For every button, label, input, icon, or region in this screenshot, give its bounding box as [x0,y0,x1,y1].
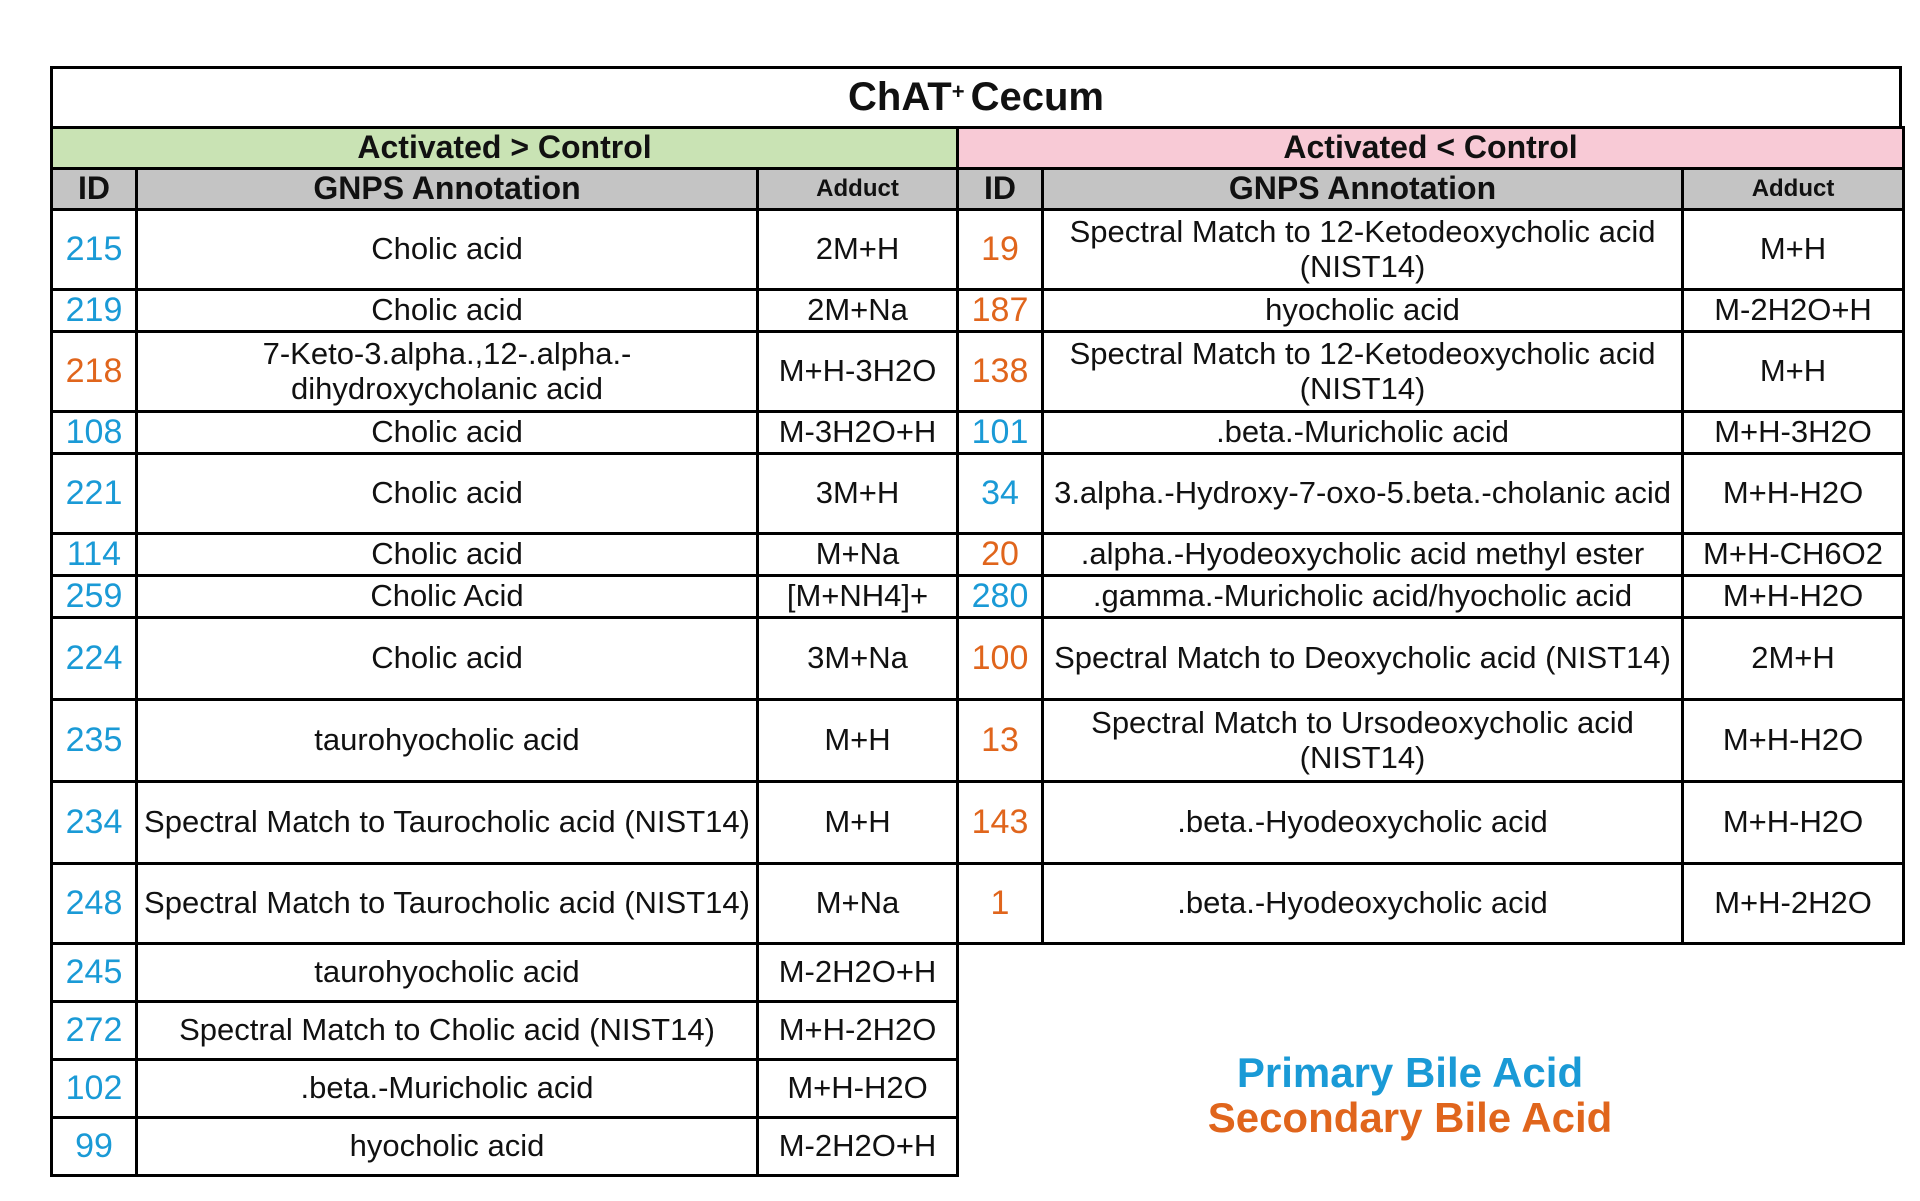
cell-annotation: Spectral Match to Cholic acid (NIST14) [137,1002,758,1060]
cell-annotation: Spectral Match to Deoxycholic acid (NIST14) [1043,618,1683,700]
group-header-activated-less: Activated < Control [958,128,1904,169]
cell-id: 102 [52,1060,137,1118]
table-row [52,700,958,782]
cell-annotation: Spectral Match to 12-Ketodeoxycholic acid (NIST14) [1043,332,1683,412]
table-row [958,534,1904,576]
cell-id: 100 [958,618,1043,700]
cell-id: 108 [52,412,137,454]
title-suffix: Cecum [970,75,1104,119]
cell-id: 218 [52,332,137,412]
cell-adduct: M+H-H2O [1683,576,1904,618]
table-row [52,412,958,454]
cell-id: 259 [52,576,137,618]
table-row [958,454,1904,534]
col-header-annotation: GNPS Annotation [137,169,758,210]
activated-less-body [958,210,1904,944]
cell-adduct: 2M+H [758,210,958,290]
cell-adduct: M-2H2O+H [758,944,958,1002]
cell-annotation: hyocholic acid [137,1118,758,1176]
cell-annotation: .beta.-Muricholic acid [137,1060,758,1118]
cell-adduct: M+Na [758,534,958,576]
cell-annotation: .gamma.-Muricholic acid/hyocholic acid [1043,576,1683,618]
col-header-annotation: GNPS Annotation [1043,169,1683,210]
cell-adduct: M+H-2H2O [1683,864,1904,944]
cell-id: 20 [958,534,1043,576]
cell-adduct: M+H-H2O [1683,782,1904,864]
cell-adduct: M+H-H2O [758,1060,958,1118]
legend [1200,1050,1620,1141]
title-superscript: + [951,78,965,104]
table-row [958,412,1904,454]
col-header-id: ID [958,169,1043,210]
cell-adduct: M-2H2O+H [758,1118,958,1176]
cell-adduct: M+H-H2O [1683,700,1904,782]
cell-annotation: .beta.-Muricholic acid [1043,412,1683,454]
table-row [52,332,958,412]
cell-annotation: .alpha.-Hyodeoxycholic acid methyl ester [1043,534,1683,576]
legend-primary: Primary Bile Acid [1236,1049,1584,1096]
cell-annotation: Cholic acid [137,534,758,576]
cell-annotation: taurohyocholic acid [137,700,758,782]
cell-id: 235 [52,700,137,782]
cell-id: 143 [958,782,1043,864]
tables-container [50,126,1902,1177]
cell-annotation: 7-Keto-3.alpha.,12-.alpha.-dihydroxycholanic acid [137,332,758,412]
col-header-adduct: Adduct [758,169,958,210]
cell-id: 19 [958,210,1043,290]
cell-adduct: 3M+H [758,454,958,534]
cell-adduct: 2M+H [1683,618,1904,700]
group-header-activated-greater: Activated > Control [52,128,958,169]
cell-adduct: M+Na [758,864,958,944]
table-row [52,618,958,700]
table-row [52,944,958,1002]
table-row [958,210,1904,290]
cell-id: 234 [52,782,137,864]
cell-annotation: 3.alpha.-Hydroxy-7-oxo-5.beta.-cholanic acid [1043,454,1683,534]
cell-annotation: .beta.-Hyodeoxycholic acid [1043,864,1683,944]
table-row [958,290,1904,332]
cell-adduct: 2M+Na [758,290,958,332]
table-row [52,290,958,332]
cell-id: 34 [958,454,1043,534]
table-row [52,1002,958,1060]
activated-greater-body [52,210,958,1176]
cell-id: 248 [52,864,137,944]
legend-secondary: Secondary Bile Acid [1207,1094,1613,1142]
cell-adduct: M-2H2O+H [1683,290,1904,332]
cell-id: 215 [52,210,137,290]
cell-id: 221 [52,454,137,534]
table-title [50,66,1902,126]
cell-id: 138 [958,332,1043,412]
table-row [958,864,1904,944]
table-row [52,454,958,534]
col-header-id: ID [52,169,137,210]
cell-id: 280 [958,576,1043,618]
cell-adduct: M+H [758,782,958,864]
cell-annotation: Spectral Match to Ursodeoxycholic acid (NIST14) [1043,700,1683,782]
table-frame [50,66,1902,1177]
cell-adduct: M+H-2H2O [758,1002,958,1060]
col-header-adduct: Adduct [1683,169,1904,210]
cell-id: 272 [52,1002,137,1060]
cell-id: 187 [958,290,1043,332]
cell-adduct: M+H [1683,210,1904,290]
cell-adduct: 3M+Na [758,618,958,700]
cell-annotation: Spectral Match to 12-Ketodeoxycholic acid (NIST14) [1043,210,1683,290]
cell-annotation: Cholic acid [137,412,758,454]
cell-adduct: M+H [758,700,958,782]
table-row [52,1118,958,1176]
table-row [52,576,958,618]
cell-adduct: M+H-3H2O [758,332,958,412]
table-row [52,782,958,864]
cell-id: 114 [52,534,137,576]
cell-id: 99 [52,1118,137,1176]
cell-id: 1 [958,864,1043,944]
cell-adduct: M+H-3H2O [1683,412,1904,454]
table-row [52,864,958,944]
table-row [958,332,1904,412]
cell-annotation: .beta.-Hyodeoxycholic acid [1043,782,1683,864]
cell-adduct: M+H-CH6O2 [1683,534,1904,576]
cell-id: 13 [958,700,1043,782]
cell-adduct: M+H [1683,332,1904,412]
cell-id: 245 [52,944,137,1002]
cell-annotation: Cholic acid [137,290,758,332]
cell-annotation: Spectral Match to Taurocholic acid (NIST14) [137,864,758,944]
activated-less-table [956,126,1905,945]
table-row [958,700,1904,782]
title-main: ChAT [848,75,952,119]
table-row [958,618,1904,700]
cell-adduct: [M+NH4]+ [758,576,958,618]
cell-annotation: hyocholic acid [1043,290,1683,332]
table-row [958,782,1904,864]
cell-annotation: Cholic acid [137,454,758,534]
table-row [958,576,1904,618]
cell-id: 219 [52,290,137,332]
cell-adduct: M+H-H2O [1683,454,1904,534]
table-row [52,1060,958,1118]
cell-annotation: Spectral Match to Taurocholic acid (NIST14) [137,782,758,864]
cell-annotation: Cholic Acid [137,576,758,618]
activated-greater-table [50,126,959,1177]
cell-id: 224 [52,618,137,700]
table-row [52,210,958,290]
cell-annotation: taurohyocholic acid [137,944,758,1002]
cell-adduct: M-3H2O+H [758,412,958,454]
cell-annotation: Cholic acid [137,210,758,290]
cell-id: 101 [958,412,1043,454]
table-row [52,534,958,576]
cell-annotation: Cholic acid [137,618,758,700]
